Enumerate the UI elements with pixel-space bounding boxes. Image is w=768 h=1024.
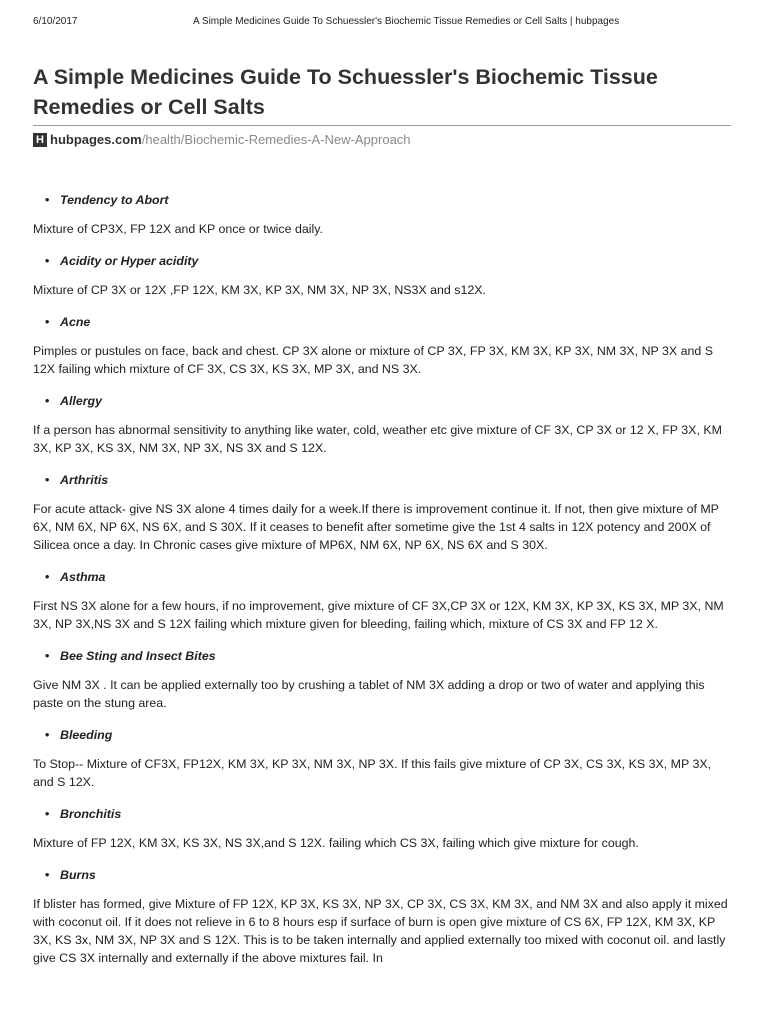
entry-body: Mixture of CP 3X or 12X ,FP 12X, KM 3X, KP 3X, NM 3X, NP 3X, NS3X and s12X. (33, 283, 486, 297)
entry-title (33, 647, 733, 665)
entry-title-text: • Allergy (33, 392, 733, 410)
title-divider (33, 125, 731, 126)
entry-body: Give NM 3X . It can be applied externally too by crushing a tablet of NM 3X adding a drop or two of water and applying this paste on the stung area. (33, 678, 705, 710)
entry-title-text: • Asthma (33, 568, 733, 586)
page-title: A Simple Medicines Guide To Schuessler's Biochemic Tissue Remedies or Cell Salts (33, 65, 658, 119)
entry-body: Mixture of FP 12X, KM 3X, KS 3X, NS 3X,and S 12X. failing which CS 3X, failing which give mixture for cough. (33, 836, 639, 850)
entry-title-text: • Acidity or Hyper acidity (33, 252, 733, 270)
entry-title (33, 392, 733, 410)
entry-title-text: • Acne (33, 313, 733, 331)
print-date: 6/10/2017 (33, 16, 78, 27)
entry-title (33, 191, 733, 209)
entry-body: If a person has abnormal sensitivity to anything like water, cold, weather etc give mixture of CF 3X, CP 3X or 12 X, FP 3X, KM 3X, KP 3X, KS 3X, NM 3X, NP 3X, NS 3X and S 12X. (33, 423, 722, 455)
article-content (33, 191, 733, 967)
entry-body: Pimples or pustules on face, back and chest. CP 3X alone or mixture of CP 3X, FP 3X, KM 3X, KP 3X, NM 3X, NP 3X and S 12X failing which mixture of CF 3X, CS 3X, KS 3X, MP 3X, and NS 3X. (33, 344, 713, 376)
entry-body: First NS 3X alone for a few hours, if no improvement, give mixture of CF 3X,CP 3X or 12X, KM 3X, KP 3X, KS 3X, MP 3X, NM 3X, NP 3X,NS 3X and S 12X failing which mixture given for bleeding, failing which, mixture of CS 3X and FP 12 X. (33, 599, 724, 631)
entry-title (33, 568, 733, 586)
entry-body: To Stop-- Mixture of CF3X, FP12X, KM 3X, KP 3X, NM 3X, NP 3X. If this fails give mixture of CP 3X, CS 3X, KS 3X, MP 3X, and S 12X. (33, 757, 712, 789)
entry-title-text: • Bronchitis (33, 805, 733, 823)
entry-title (33, 805, 733, 823)
source-path: /health/Biochemic-Remedies-A-New-Approach (141, 132, 411, 147)
entry-title-text: • Bleeding (33, 726, 733, 744)
entry-body: For acute attack- give NS 3X alone 4 times daily for a week.If there is improvement continue it. If not, then give mixture of MP 6X, NM 6X, NP 6X, NS 6X, and S 30X. If it ceases to benefit after sometime give the 1st 4 salts in 12X potency and 200X of Silicea once a day. In Chronic cases give mixture of MP6X, NM 6X, NP 6X, NS 6X and S 30X. (33, 502, 719, 552)
entry-body: If blister has formed, give Mixture of FP 12X, KP 3X, KS 3X, NP 3X, CP 3X, CS 3X, KM 3X, and NM 3X and also apply it mixed with coconut oil. If it does not relieve in 6 to 8 hours esp if surface of burn is open give mixture of CS 6X, FP 12X, KM 3X, KP 3X, KS 3x, NM 3X, NP 3X and S 12X. This is to be taken internally and applied externally too mixed with coconut oil. and lastly give CS 3X internally and externally if the above mixtures fail. In (33, 897, 728, 965)
entry-title (33, 866, 733, 884)
source-domain: hubpages.com (50, 132, 142, 147)
entry-title (33, 313, 733, 331)
entry-title-text: • Burns (33, 866, 733, 884)
entry-title-text: • Tendency to Abort (33, 191, 733, 209)
source-link[interactable] (33, 132, 733, 147)
print-title: A Simple Medicines Guide To Schuessler's Biochemic Tissue Remedies or Cell Salts | hubpages (193, 16, 620, 27)
article (33, 62, 733, 981)
entry-title-text: • Arthritis (33, 471, 733, 489)
entry-title-text: • Bee Sting and Insect Bites (33, 647, 733, 665)
hubpages-logo-icon: H (33, 133, 47, 147)
entry-body: Mixture of CP3X, FP 12X and KP once or twice daily. (33, 222, 323, 236)
entry-title (33, 726, 733, 744)
entry-title (33, 252, 733, 270)
entry-title (33, 471, 733, 489)
